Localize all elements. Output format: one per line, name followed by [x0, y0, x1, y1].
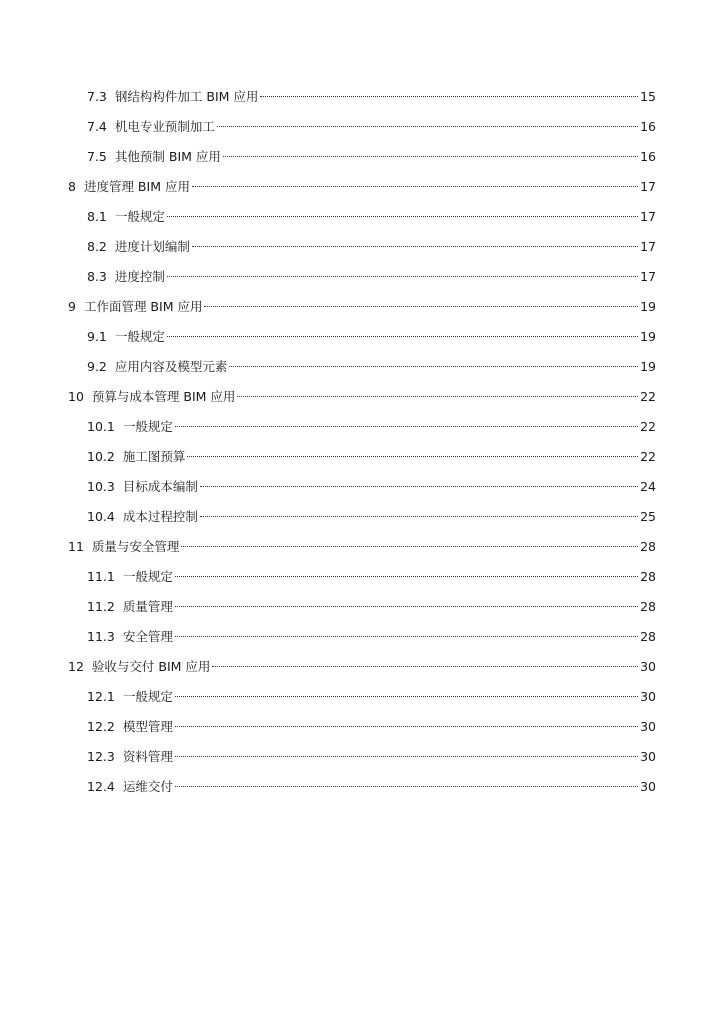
toc-entry-page: 28 — [640, 629, 656, 644]
toc-entry-page: 19 — [640, 329, 656, 344]
toc-entry-title: 验收与交付 BIM 应用 — [91, 659, 211, 674]
toc-entry[interactable] — [68, 536, 656, 566]
toc-entry-number: 11.2 — [87, 599, 115, 614]
toc-entry-page: 25 — [640, 509, 656, 524]
toc-dot-leader — [200, 486, 638, 487]
toc-entry[interactable] — [68, 506, 656, 536]
toc-entry-title: 模型管理 — [122, 719, 173, 734]
toc-entry-title: 施工图预算 — [122, 449, 186, 464]
toc-entry-page: 28 — [640, 599, 656, 614]
toc-dot-leader — [237, 396, 638, 397]
toc-dot-leader — [192, 246, 638, 247]
toc-entry-page: 30 — [640, 659, 656, 674]
toc-entry-title: 安全管理 — [122, 629, 173, 644]
toc-dot-leader — [175, 696, 638, 697]
toc-dot-leader — [181, 546, 638, 547]
toc-dot-leader — [175, 756, 638, 757]
toc-entry-number: 12.3 — [87, 749, 115, 764]
toc-entry-number: 8.1 — [87, 209, 107, 224]
toc-entry-title: 应用内容及模型元素 — [114, 359, 228, 374]
toc-entry-title: 进度管理 BIM 应用 — [83, 179, 190, 194]
toc-dot-leader — [187, 456, 638, 457]
toc-entry-page: 19 — [640, 359, 656, 374]
toc-dot-leader — [204, 306, 638, 307]
toc-entry-number: 12.4 — [87, 779, 115, 794]
toc-entry-page: 24 — [640, 479, 656, 494]
toc-entry-page: 28 — [640, 539, 656, 554]
toc-entry-page: 17 — [640, 179, 656, 194]
toc-dot-leader — [167, 216, 638, 217]
toc-dot-leader — [175, 786, 638, 787]
toc-dot-leader — [175, 636, 638, 637]
table-of-contents — [68, 86, 656, 806]
toc-entry-title: 进度计划编制 — [114, 239, 190, 254]
toc-entry-number: 9 — [68, 299, 76, 314]
toc-entry-number: 12 — [68, 659, 84, 674]
toc-entry[interactable] — [68, 116, 656, 146]
toc-entry-page: 17 — [640, 209, 656, 224]
toc-entry-title: 预算与成本管理 BIM 应用 — [91, 389, 236, 404]
toc-entry-number: 11 — [68, 539, 84, 554]
toc-entry[interactable] — [68, 716, 656, 746]
toc-dot-leader — [223, 156, 638, 157]
toc-entry-title: 质量管理 — [122, 599, 173, 614]
toc-entry[interactable] — [68, 236, 656, 266]
toc-entry[interactable] — [68, 776, 656, 806]
toc-entry-title: 成本过程控制 — [122, 509, 198, 524]
toc-entry-title: 一般规定 — [122, 419, 173, 434]
toc-dot-leader — [212, 666, 638, 667]
toc-entry-number: 12.1 — [87, 689, 115, 704]
toc-entry[interactable] — [68, 686, 656, 716]
toc-entry-number: 7.5 — [87, 149, 107, 164]
toc-entry-page: 22 — [640, 419, 656, 434]
toc-entry-page: 17 — [640, 239, 656, 254]
toc-entry-title: 机电专业预制加工 — [114, 119, 215, 134]
toc-entry-title: 进度控制 — [114, 269, 165, 284]
toc-entry-number: 10.4 — [87, 509, 115, 524]
toc-dot-leader — [175, 576, 638, 577]
toc-dot-leader — [260, 96, 638, 97]
toc-entry-number: 10.2 — [87, 449, 115, 464]
toc-entry[interactable] — [68, 416, 656, 446]
toc-entry[interactable] — [68, 86, 656, 116]
toc-dot-leader — [217, 126, 638, 127]
toc-dot-leader — [175, 726, 638, 727]
toc-entry-title: 运维交付 — [122, 779, 173, 794]
toc-entry-page: 30 — [640, 749, 656, 764]
toc-entry[interactable] — [68, 386, 656, 416]
toc-entry-page: 30 — [640, 779, 656, 794]
toc-entry-number: 9.1 — [87, 329, 107, 344]
toc-entry-title: 一般规定 — [114, 329, 165, 344]
toc-entry[interactable] — [68, 476, 656, 506]
toc-entry-page: 16 — [640, 119, 656, 134]
toc-entry[interactable] — [68, 326, 656, 356]
toc-entry-number: 10.1 — [87, 419, 115, 434]
toc-entry-title: 一般规定 — [114, 209, 165, 224]
toc-entry[interactable] — [68, 626, 656, 656]
toc-entry-number: 10.3 — [87, 479, 115, 494]
toc-entry-page: 19 — [640, 299, 656, 314]
toc-entry[interactable] — [68, 356, 656, 386]
toc-entry-number: 8 — [68, 179, 76, 194]
toc-entry-number: 7.4 — [87, 119, 107, 134]
toc-entry-number: 10 — [68, 389, 84, 404]
toc-entry-title: 一般规定 — [122, 689, 173, 704]
toc-entry[interactable] — [68, 746, 656, 776]
toc-entry[interactable] — [68, 296, 656, 326]
toc-entry-title: 资料管理 — [122, 749, 173, 764]
toc-entry-page: 16 — [640, 149, 656, 164]
toc-entry[interactable] — [68, 266, 656, 296]
toc-entry-page: 30 — [640, 719, 656, 734]
toc-dot-leader — [192, 186, 638, 187]
toc-entry-page: 30 — [640, 689, 656, 704]
toc-entry-number: 11.1 — [87, 569, 115, 584]
toc-entry-title: 钢结构构件加工 BIM 应用 — [114, 89, 259, 104]
toc-entry[interactable] — [68, 446, 656, 476]
toc-entry-number: 11.3 — [87, 629, 115, 644]
toc-entry-page: 17 — [640, 269, 656, 284]
toc-entry-number: 8.2 — [87, 239, 107, 254]
toc-dot-leader — [229, 366, 638, 367]
toc-entry-title: 工作面管理 BIM 应用 — [83, 299, 203, 314]
toc-entry-number: 8.3 — [87, 269, 107, 284]
toc-entry[interactable] — [68, 656, 656, 686]
toc-entry-title: 一般规定 — [122, 569, 173, 584]
toc-dot-leader — [175, 606, 638, 607]
toc-entry-title: 目标成本编制 — [122, 479, 198, 494]
toc-entry[interactable] — [68, 566, 656, 596]
toc-entry[interactable] — [68, 146, 656, 176]
toc-entry-page: 15 — [640, 89, 656, 104]
toc-entry[interactable] — [68, 206, 656, 236]
toc-entry-page: 22 — [640, 449, 656, 464]
toc-entry[interactable] — [68, 176, 656, 206]
toc-entry-page: 22 — [640, 389, 656, 404]
toc-dot-leader — [175, 426, 638, 427]
toc-dot-leader — [167, 336, 638, 337]
toc-dot-leader — [167, 276, 638, 277]
toc-entry[interactable] — [68, 596, 656, 626]
toc-dot-leader — [200, 516, 638, 517]
toc-entry-title: 质量与安全管理 — [91, 539, 180, 554]
toc-entry-number: 7.3 — [87, 89, 107, 104]
toc-entry-number: 9.2 — [87, 359, 107, 374]
toc-entry-title: 其他预制 BIM 应用 — [114, 149, 221, 164]
toc-entry-page: 28 — [640, 569, 656, 584]
toc-entry-number: 12.2 — [87, 719, 115, 734]
